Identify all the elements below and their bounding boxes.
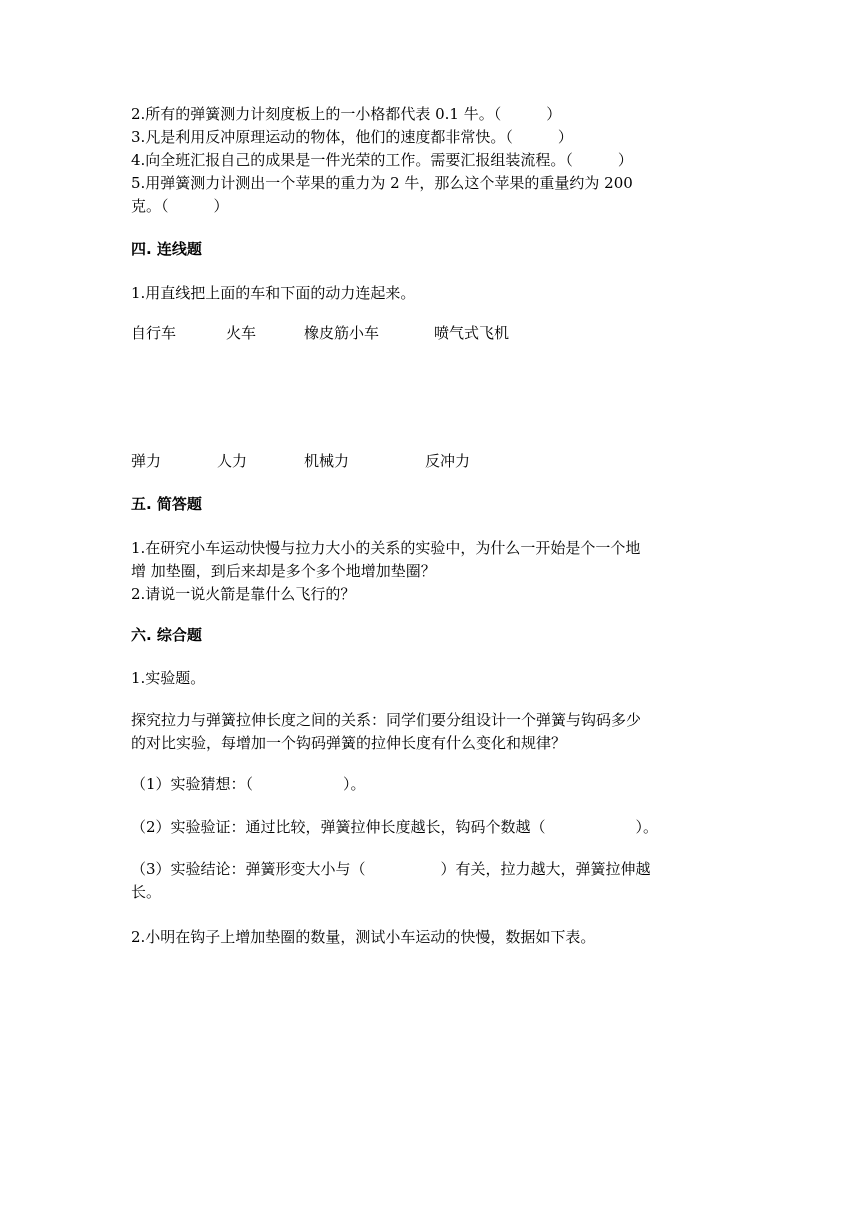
comprehensive-question-2: 2.小明在钩子上增加垫圈的数量，测试小车运动的快慢，数据如下表。 [131, 928, 596, 946]
experiment-intro-line1: 探究拉力与弹簧拉伸长度之间的关系：同学们要分组设计一个弹簧与钩码多少 [131, 711, 642, 729]
section-heading-short-answer: 五. 简答题 [131, 495, 202, 513]
car-train: 火车 [226, 324, 257, 342]
judge-question-2: 2.所有的弹簧测力计刻度板上的一小格都代表 0.1 牛。（ ） [131, 105, 562, 123]
section-heading-matching: 四. 连线题 [131, 240, 202, 258]
judge-question-4: 4.向全班汇报自己的成果是一件光荣的工作。需要汇报组装流程。（ ） [131, 151, 633, 169]
experiment-part-1: （1）实验猜想：（ ）。 [131, 775, 366, 793]
comprehensive-question-1: 1.实验题。 [131, 669, 206, 687]
short-answer-question-2: 2.请说一说火箭是靠什么飞行的？ [131, 585, 356, 603]
judge-question-5-line1: 5.用弹簧测力计测出一个苹果的重力为 2 牛，那么这个苹果的重量约为 200 [131, 174, 633, 192]
power-elastic: 弹力 [131, 452, 162, 470]
car-bicycle: 自行车 [131, 324, 177, 342]
short-answer-question-1-line2: 增 加垫圈，到后来却是多个多个地增加垫圈？ [131, 562, 436, 580]
matching-question-1: 1.用直线把上面的车和下面的动力连起来。 [131, 284, 416, 302]
section-heading-comprehensive: 六. 综合题 [131, 626, 202, 644]
experiment-part-2: （2）实验验证：通过比较，弹簧拉伸长度越长，钩码个数越（ ）。 [131, 818, 659, 836]
car-jet-plane: 喷气式飞机 [434, 324, 510, 342]
experiment-part-3-line1: （3）实验结论：弹簧形变大小与（ ）有关，拉力越大，弹簧拉伸越 [131, 860, 651, 878]
judge-question-5-line2: 克。（ ） [131, 197, 229, 215]
power-mechanical: 机械力 [304, 452, 350, 470]
short-answer-question-1-line1: 1.在研究小车运动快慢与拉力大小的关系的实验中，为什么一开始是个一个地 [131, 539, 641, 557]
power-human: 人力 [217, 452, 248, 470]
car-rubber-band: 橡皮筋小车 [304, 324, 380, 342]
judge-question-3: 3.凡是利用反冲原理运动的物体，他们的速度都非常快。（ ） [131, 128, 573, 146]
experiment-part-3-line2: 长。 [131, 883, 162, 901]
power-recoil: 反冲力 [425, 452, 471, 470]
experiment-intro-line2: 的对比实验，每增加一个钩码弹簧的拉伸长度有什么变化和规律？ [131, 734, 567, 752]
